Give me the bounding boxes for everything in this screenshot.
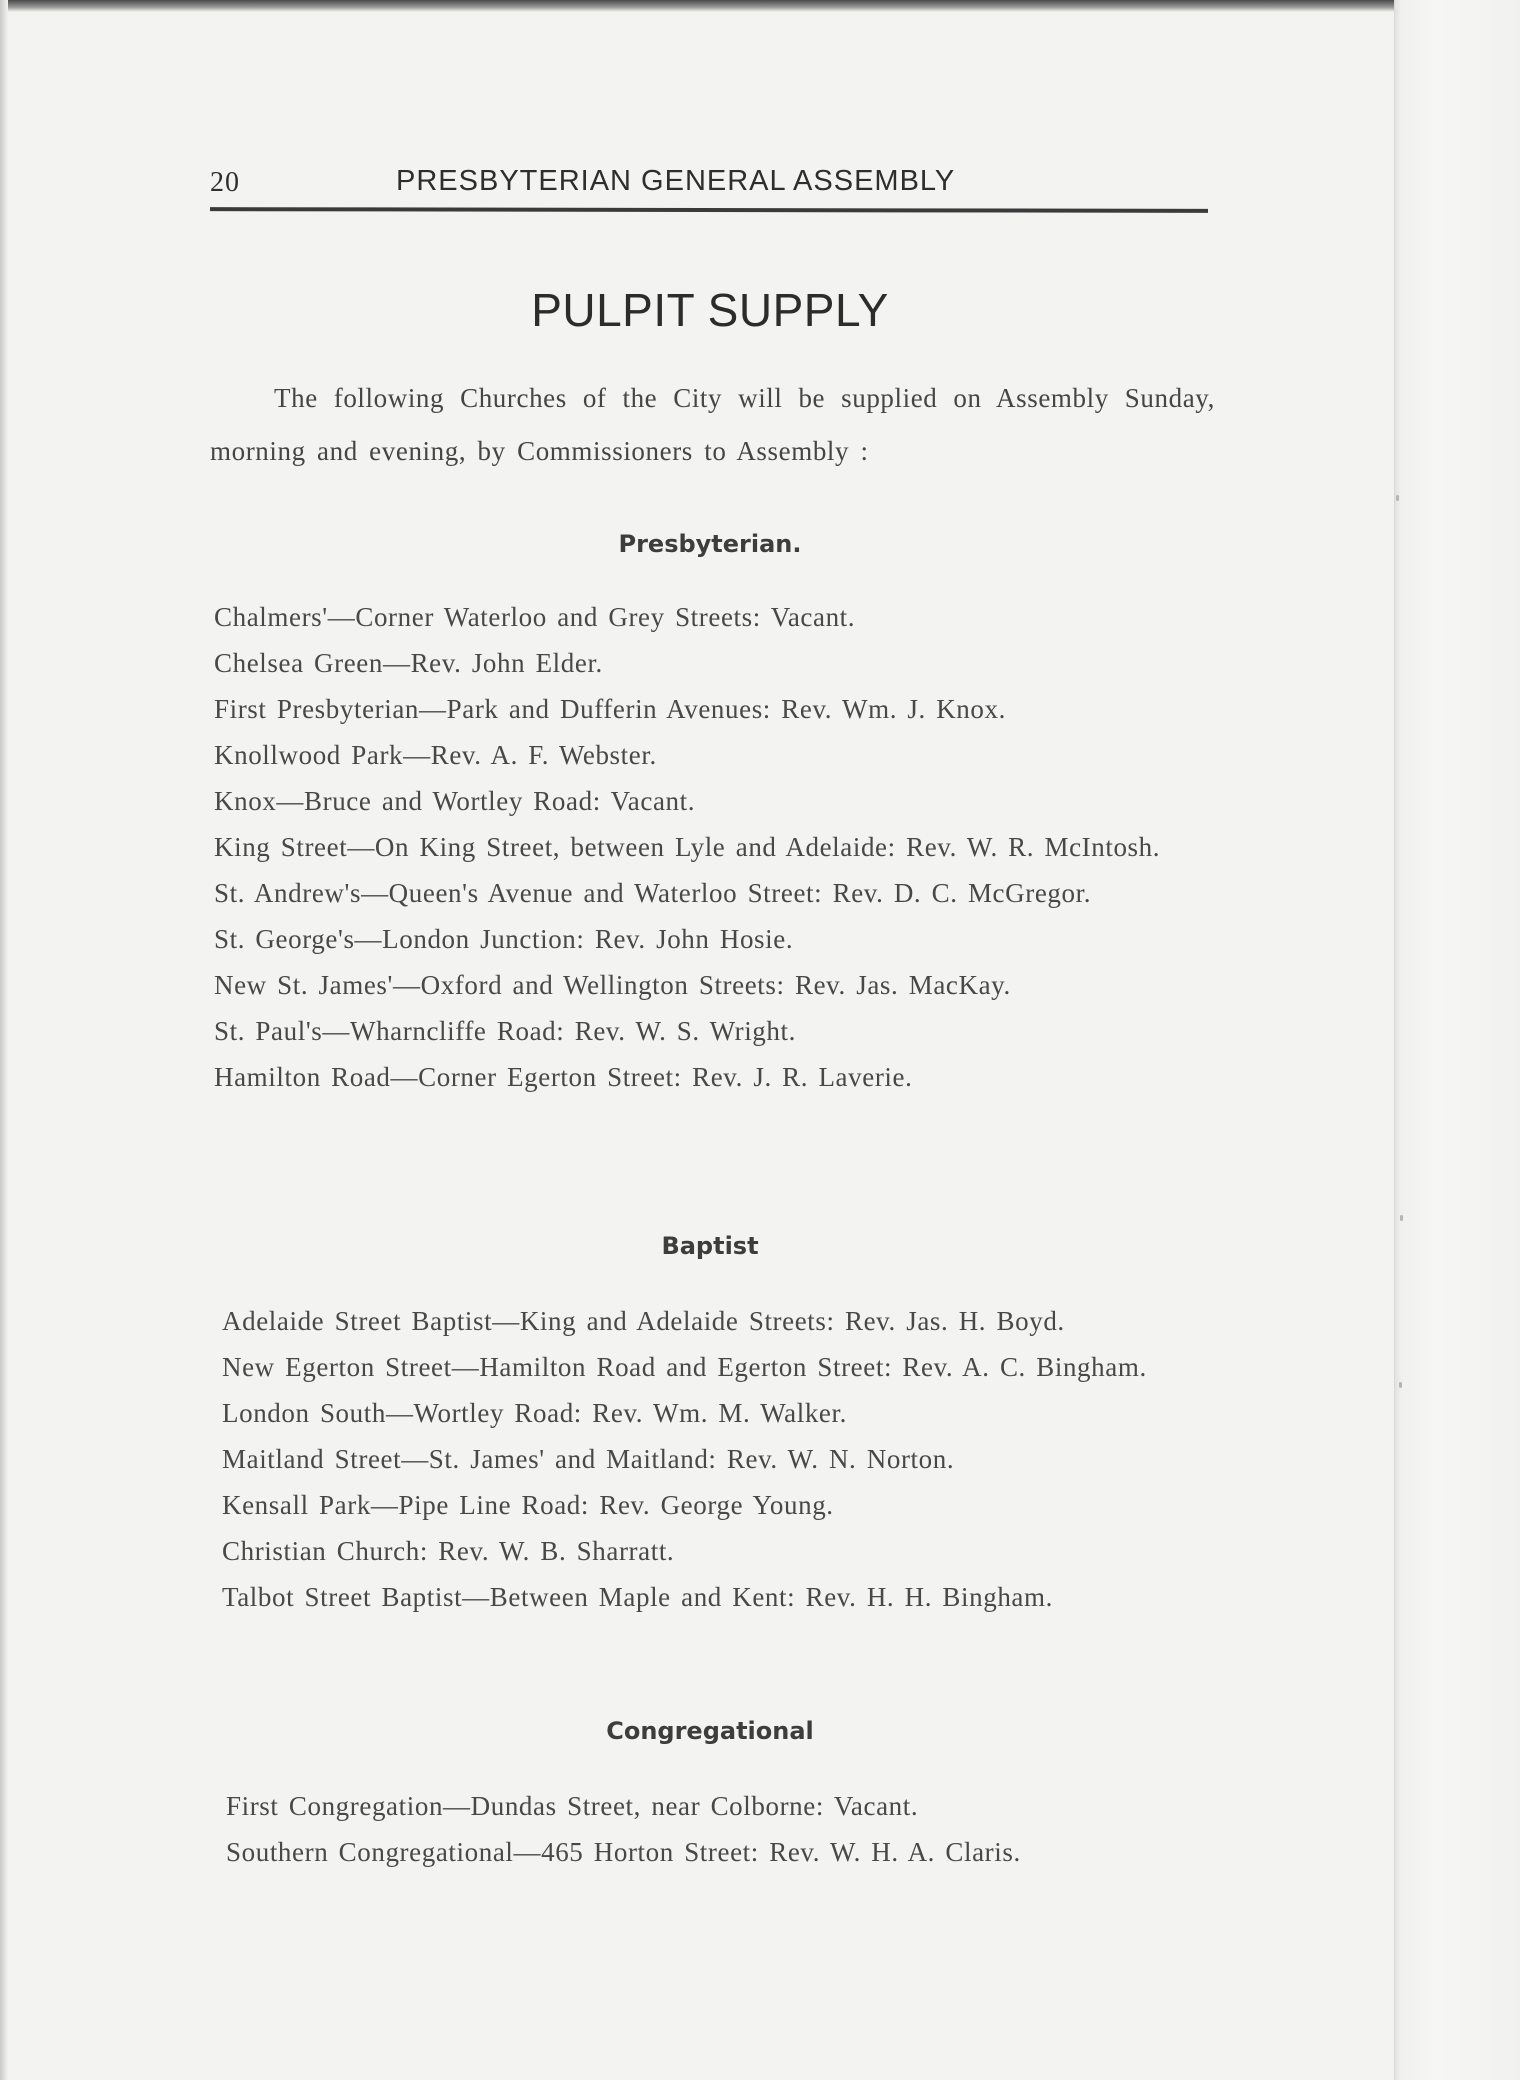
list-item: St. Andrew's—Queen's Avenue and Waterloo Street: Rev. D. C. McGregor.	[214, 878, 1092, 908]
list-item: Kensall Park—Pipe Line Road: Rev. George Young.	[222, 1490, 834, 1520]
scan-speck	[1399, 1382, 1402, 1388]
list-item: First Presbyterian—Park and Dufferin Avenues: Rev. Wm. J. Knox.	[214, 694, 1006, 724]
congregational-church-list	[226, 1787, 1236, 1879]
list-item: Adelaide Street Baptist—King and Adelaide Streets: Rev. Jas. H. Boyd.	[222, 1306, 1065, 1336]
scan-top-edge	[0, 0, 1520, 12]
scan-left-edge	[0, 0, 8, 2080]
list-item: Christian Church: Rev. W. B. Sharratt.	[222, 1536, 675, 1566]
list-item: New Egerton Street—Hamilton Road and Egerton Street: Rev. A. C. Bingham.	[222, 1352, 1147, 1382]
page-heading: PULPIT SUPPLY	[531, 284, 889, 336]
scan-speck	[1400, 1215, 1403, 1221]
intro-paragraph: The following Churches of the City will be supplied on Assembly Sunday, morning and evening, by Commissioners to Assembly :	[210, 383, 1215, 466]
header-rule	[210, 207, 1208, 213]
running-head	[210, 165, 1210, 209]
list-item: New St. James'—Oxford and Wellington Streets: Rev. Jas. MacKay.	[214, 970, 1011, 1000]
section-heading-congregational: Congregational	[606, 1717, 814, 1745]
list-item: King Street—On King Street, between Lyle and Adelaide: Rev. W. R. McIntosh.	[214, 832, 1161, 862]
list-item: Southern Congregational—465 Horton Street: Rev. W. H. A. Claris.	[226, 1837, 1021, 1867]
list-item: St. Paul's—Wharncliffe Road: Rev. W. S. Wright.	[214, 1016, 796, 1046]
list-item: Chelsea Green—Rev. John Elder.	[214, 648, 603, 678]
list-item: Chalmers'—Corner Waterloo and Grey Streets: Vacant.	[214, 602, 856, 632]
list-item: Knox—Bruce and Wortley Road: Vacant.	[214, 786, 696, 816]
list-item: Maitland Street—St. James' and Maitland: Rev. W. N. Norton.	[222, 1444, 955, 1474]
list-item: London South—Wortley Road: Rev. Wm. M. Walker.	[222, 1398, 847, 1428]
scan-speck	[1396, 495, 1399, 501]
list-item: St. George's—London Junction: Rev. John Hosie.	[214, 924, 794, 954]
section-heading-presbyterian: Presbyterian.	[618, 530, 802, 558]
list-item: Knollwood Park—Rev. A. F. Webster.	[214, 740, 657, 770]
section-heading-baptist: Baptist	[661, 1232, 759, 1260]
presbyterian-church-list	[214, 598, 1224, 1104]
facing-page-edge	[1394, 0, 1520, 2080]
running-title: PRESBYTERIAN GENERAL ASSEMBLY	[396, 165, 956, 197]
page-number: 20	[210, 167, 240, 198]
list-item: Talbot Street Baptist—Between Maple and Kent: Rev. H. H. Bingham.	[222, 1582, 1053, 1612]
list-item: First Congregation—Dundas Street, near Colborne: Vacant.	[226, 1791, 919, 1821]
baptist-church-list	[222, 1302, 1232, 1624]
list-item: Hamilton Road—Corner Egerton Street: Rev. J. R. Laverie.	[214, 1062, 913, 1092]
